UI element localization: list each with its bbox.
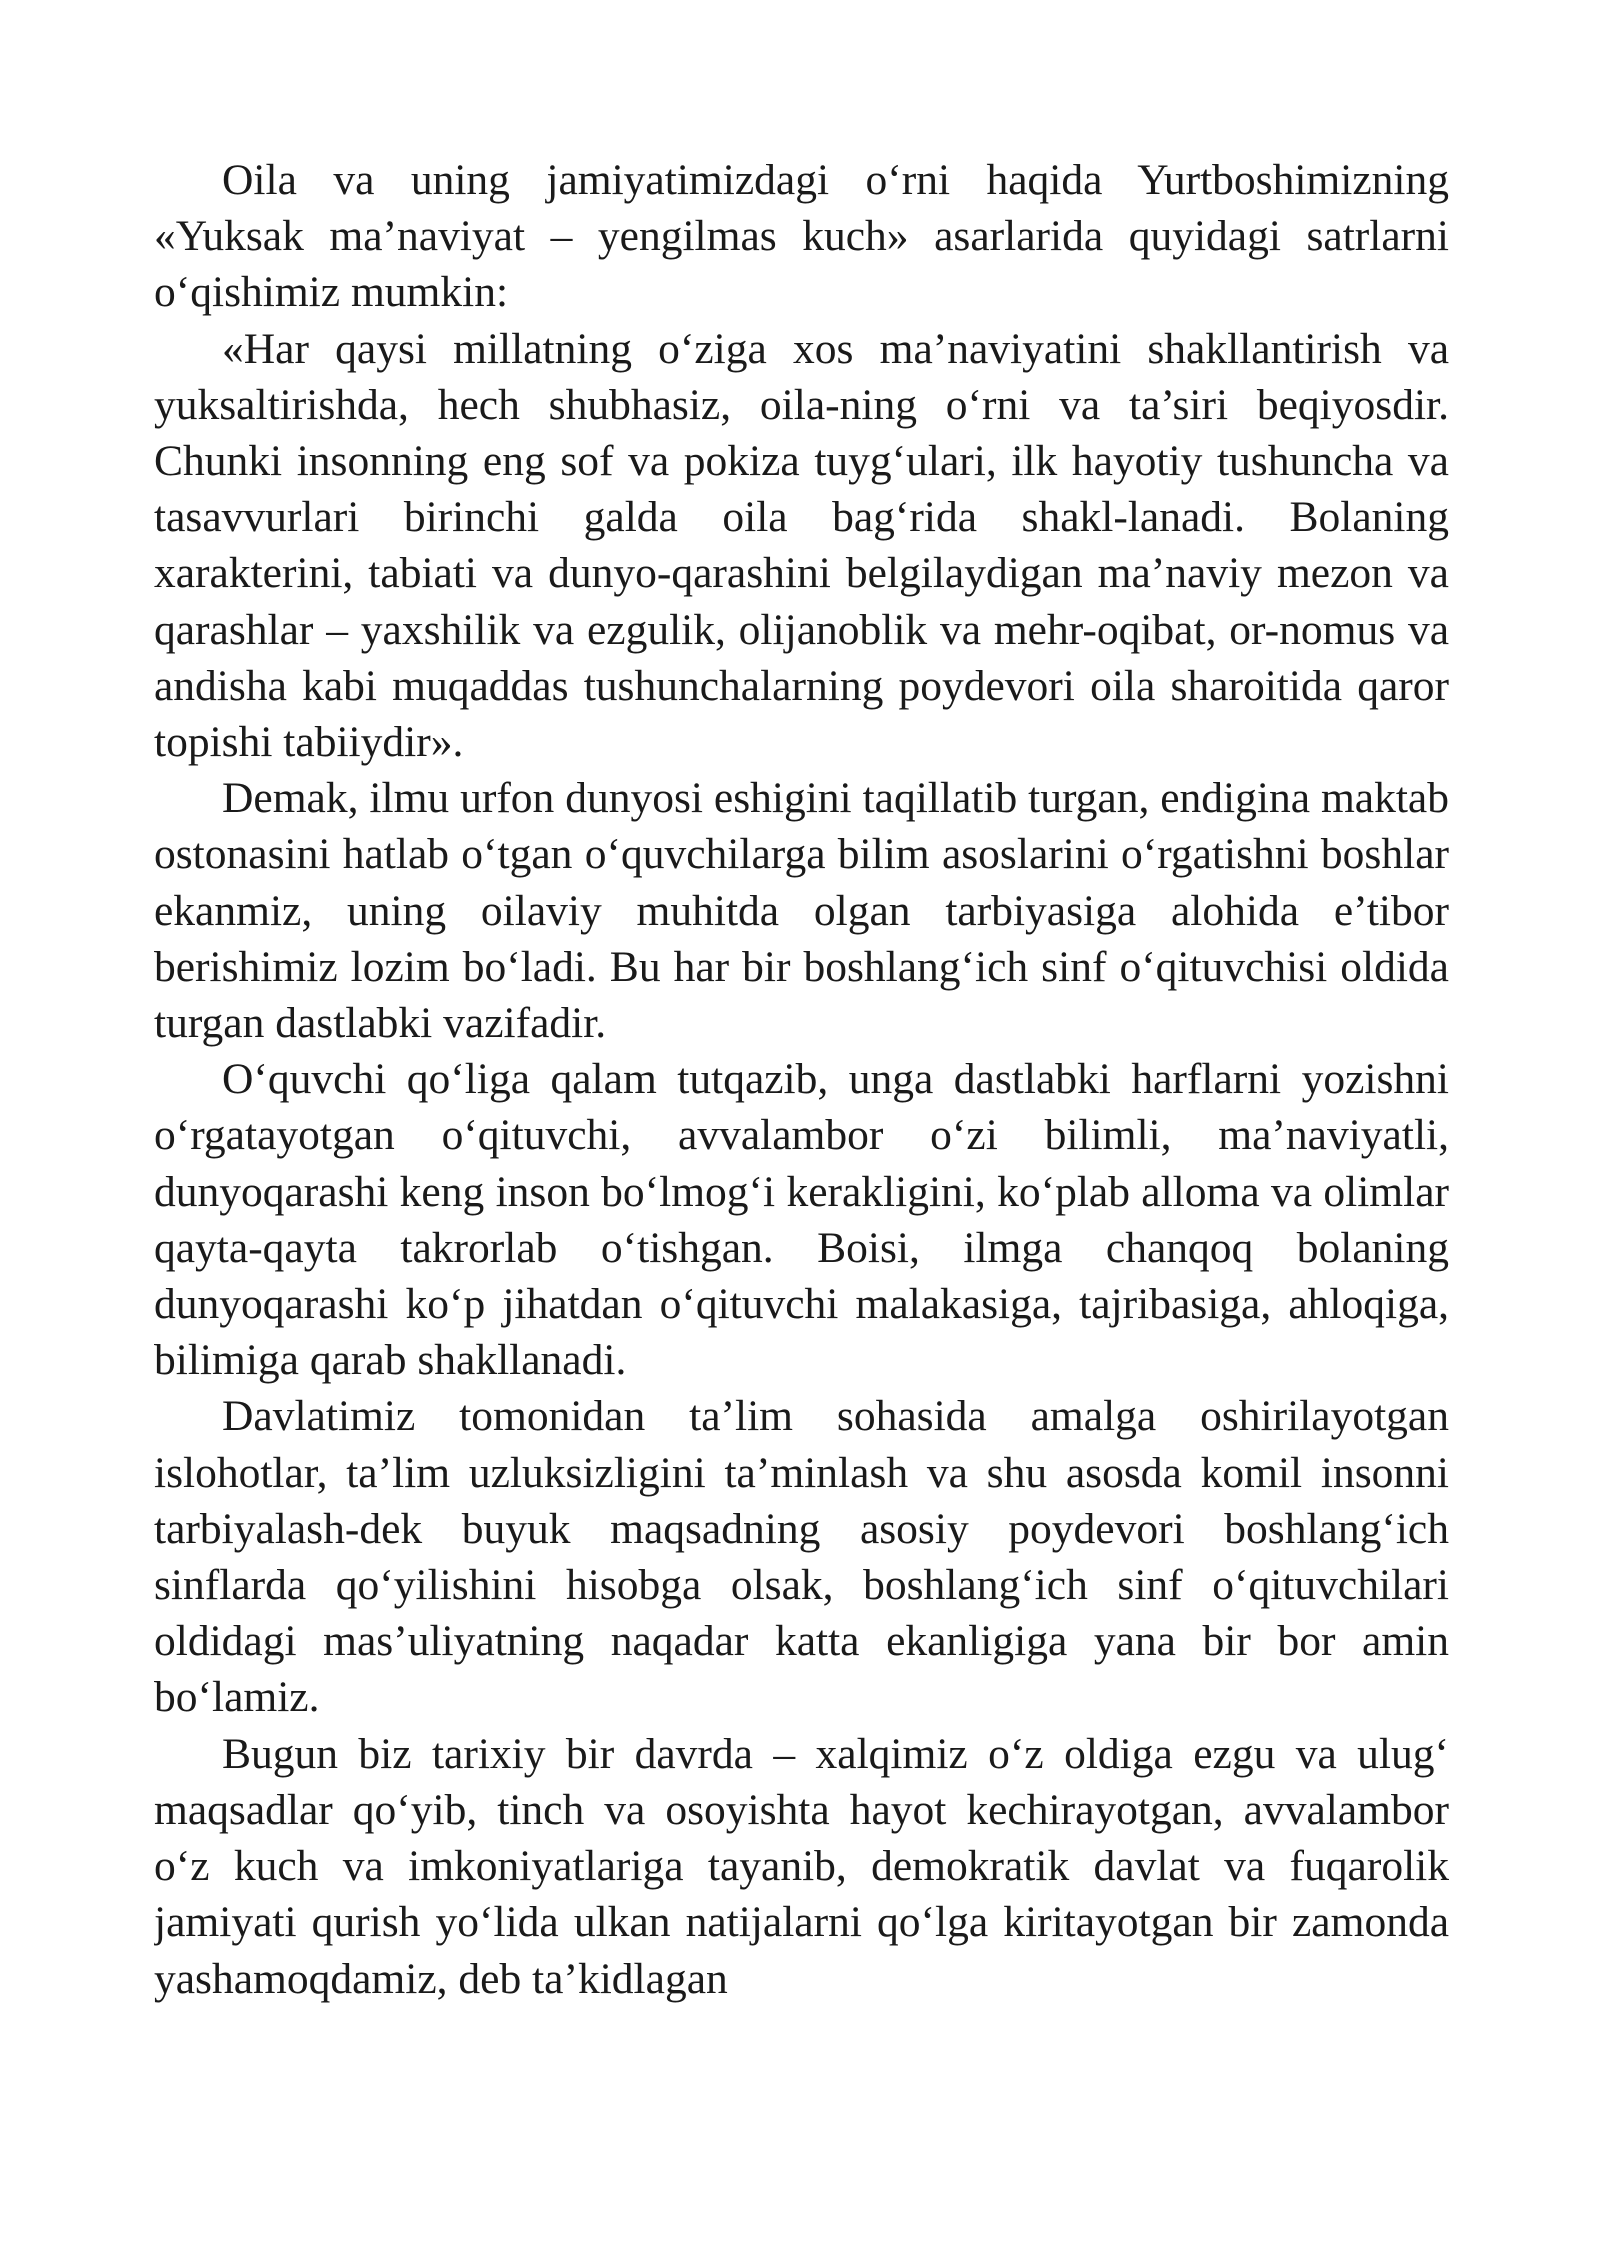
paragraph: «Har qaysi millatning o‘ziga xos ma’naviyatini shakllantirish va yuksaltirishda, hech shubhasiz, oila-ning o‘rni va ta’siri beqiyosdir. Chunki insonning eng sof va pokiza tuyg‘ulari, ilk hayotiy tushuncha va tasavvurlari birinchi galda oila bag‘rida shakl-lanadi. Bolaning xarakterini, tabiati va dunyo-qarashini belgilaydigan ma’naviy mezon va qarashlar – yaxshilik va ezgulik, olijanoblik va mehr-oqibat, or-nomus va andisha kabi muqaddas tushunchalarning poydevori oila sharoitida qaror topishi tabiiydir».	[154, 324, 1449, 767]
paragraph: Bugun biz tarixiy bir davrda – xalqimiz o‘z oldiga ezgu va ulug‘ maqsadlar qo‘yib, tinch va osoyishta hayot kechirayotgan, avvalambor o‘z kuch va imkoniyatlariga tayanib, demokratik davlat va fuqarolik jamiyati qurish yo‘lida ulkan natijalarni qo‘lga kiritayotgan bir zamonda yashamoqdamiz, deb ta’kidlagan	[154, 1729, 1449, 2003]
paragraph: O‘quvchi qo‘liga qalam tutqazib, unga dastlabki harflarni yozishni o‘rgatayotgan o‘qituvchi, avvalambor o‘zi bilimli, ma’naviyatli, dunyoqarashi keng inson bo‘lmog‘i kerakligini, ko‘plab alloma va olimlar qayta-qayta takrorlab o‘tishgan. Boisi, ilmga chanqoq bolaning dunyoqarashi ko‘p jihatdan o‘qituvchi malakasiga, tajribasiga, ahloqiga, bilimiga qarab shakllanadi.	[154, 1055, 1449, 1385]
paragraph: Davlatimiz tomonidan ta’lim sohasida amalga oshirilayotgan islohotlar, ta’lim uzluksizligini ta’minlash va shu asosda komil insonni tarbiyalash-dek buyuk maqsadning asosiy poydevori boshlang‘ich sinflarda qo‘yilishini hisobga olsak, boshlang‘ich sinf o‘qituvchilari oldidagi mas’uliyatning naqadar katta ekanligiga yana bir bor amin bo‘lamiz.	[154, 1392, 1449, 1722]
paragraph: Demak, ilmu urfon dunyosi eshigini taqillatib turgan, endigina maktab ostonasini hatlab o‘tgan o‘quvchilarga bilim asoslarini o‘rgatishni boshlar ekanmiz, uning oilaviy muhitda olgan tarbiyasiga alohida e’tibor berishimiz lozim bo‘ladi. Bu har bir boshlang‘ich sinf o‘qituvchisi oldida turgan dastlabki vazifadir.	[154, 774, 1449, 1048]
page-text	[154, 152, 1449, 2152]
paragraph: Oila va uning jamiyatimizdagi o‘rni haqida Yurtboshimizning «Yuksak ma’naviyat – yengilmas kuch» asarlarida quyidagi satrlarni o‘qishimiz mumkin:	[154, 156, 1449, 317]
